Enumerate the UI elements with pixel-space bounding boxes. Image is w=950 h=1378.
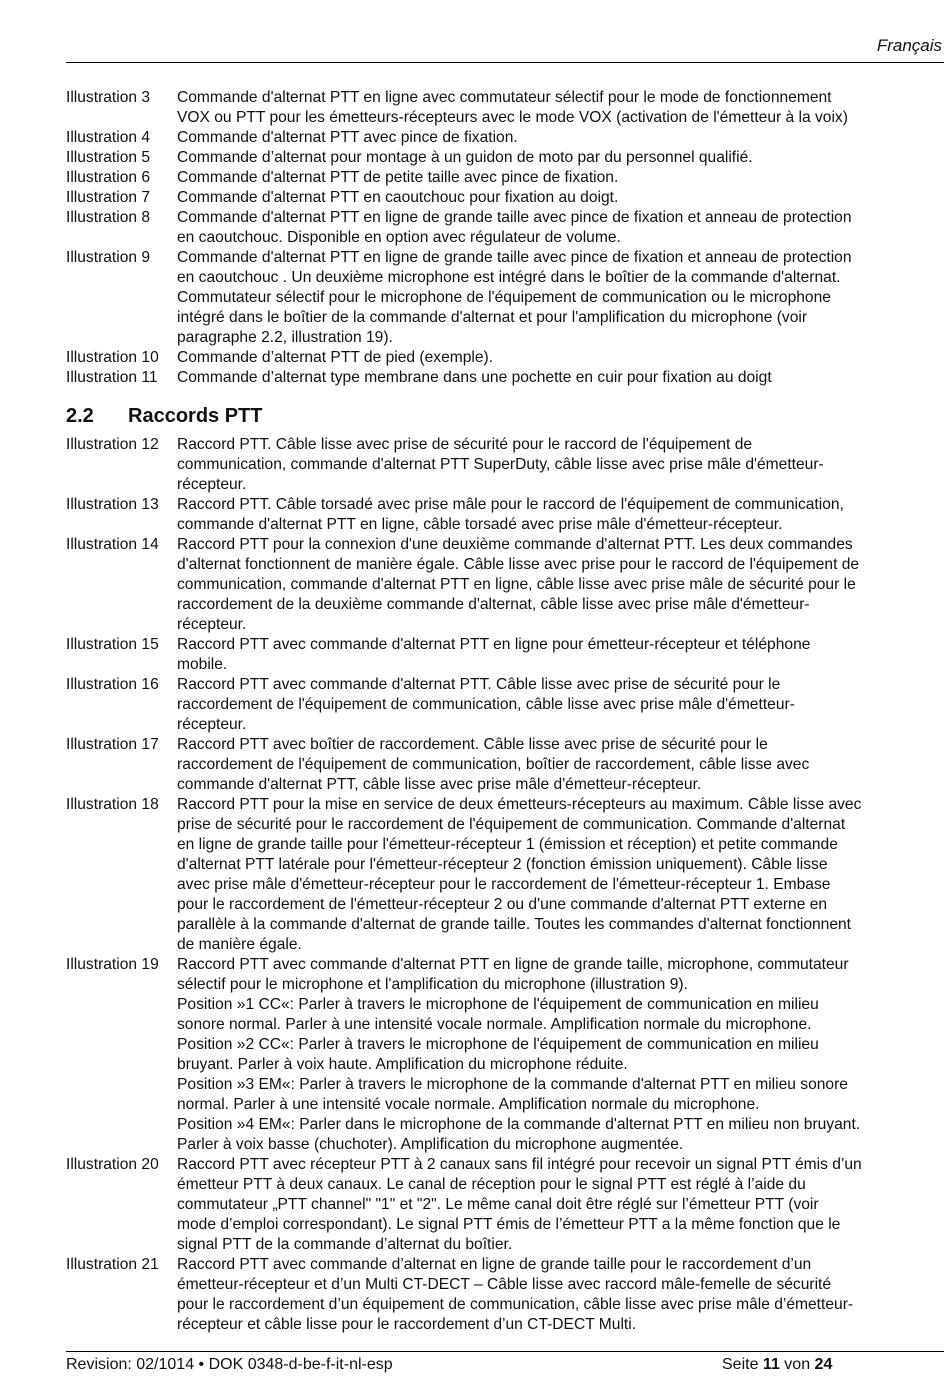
- illustration-description: Raccord PTT pour la connexion d'une deuxième commande d'alternat PTT. Les deux commandes d'alternat fonctionnent de manière égale. Câble lisse avec prise pour le raccord de l'équipement de communication, commande d'alternat PTT en ligne, câble lisse avec prise mâle de sécurité pour le raccordement de la deuxième commande d'alternat, câble lisse avec prise mâle d'émetteur- récepteur.: [177, 536, 860, 633]
- language-label: Français: [876, 36, 942, 55]
- illustration-description: Raccord PTT avec commande d’alternat en ligne de grande taille pour le raccordement d’un émetteur-récepteur et d’un Multi CT-DECT – Câble lisse avec raccord mâle-femelle de sécurité pour le raccordement d’un équipement de communication, câble lisse avec prise mâle d’émetteur- récepteur et câble lisse pour le raccordement d’un CT-DECT Multi.: [177, 1256, 854, 1333]
- illustration-entry: [66, 1155, 944, 1255]
- page-number: 11: [762, 1356, 780, 1373]
- illustration-list-bottom: [66, 435, 944, 1335]
- illustration-entry: [66, 348, 944, 368]
- section-heading: [66, 405, 262, 428]
- illustration-description: Commande d'alternat PTT en ligne de grande taille avec pince de fixation et anneau de protection en caoutchouc . Un deuxième microphone est intégré dans le boîtier de la commande d'alternat. Commutateur sélectif pour le microphone de l'équipement de communication ou le microphone intégré dans le boîtier de la commande d'alternat et pour l'amplification du microphone (voir paragraphe 2.2, illustration 19).: [177, 249, 852, 346]
- illustration-label: Illustration 15: [66, 636, 159, 653]
- page-word: Seite: [722, 1356, 759, 1373]
- illustration-description: Raccord PTT. Câble torsadé avec prise mâle pour le raccord de l'équipement de communication, commande d'alternat PTT en ligne, câble torsadé avec prise mâle d'émetteur-récepteur.: [177, 496, 844, 533]
- illustration-label: Illustration 18: [66, 796, 159, 813]
- illustration-description: Commande d'alternat PTT avec pince de fixation.: [177, 129, 518, 146]
- illustration-label: Illustration 3: [66, 89, 151, 106]
- illustration-description: Commande d'alternat PTT en ligne avec commutateur sélectif pour le mode de fonctionnement VOX ou PTT pour les émetteurs-récepteurs avec le mode VOX (activation de l'émetteur à la voix): [177, 89, 848, 126]
- illustration-description: Commande d'alternat PTT en ligne de grande taille avec pince de fixation et anneau de protection en caoutchouc. Disponible en option avec régulateur de volume.: [177, 209, 852, 246]
- page-of-word: von: [784, 1356, 811, 1373]
- illustration-list-top: [66, 88, 944, 388]
- illustration-description: Commande d’alternat type membrane dans une pochette en cuir pour fixation au doigt: [177, 369, 772, 386]
- illustration-label: Illustration 5: [66, 149, 151, 166]
- illustration-label: Illustration 13: [66, 496, 159, 513]
- illustration-label: Illustration 9: [66, 249, 151, 266]
- illustration-description: Raccord PTT avec commande d'alternat PTT. Câble lisse avec prise de sécurité pour le raccordement de l'équipement de communication, câble lisse avec prise mâle d'émetteur- récepteur.: [177, 676, 795, 733]
- revision-info: Revision: 02/1014 • DOK 0348-d-be-f-it-nl-esp: [66, 1356, 393, 1373]
- illustration-label: Illustration 4: [66, 129, 151, 146]
- illustration-entry: [66, 1255, 944, 1335]
- illustration-entry: [66, 955, 944, 1155]
- illustration-entry: [66, 735, 944, 795]
- header-rule: [66, 62, 944, 63]
- illustration-entry: [66, 535, 944, 635]
- illustration-label: Illustration 7: [66, 189, 151, 206]
- illustration-label: Illustration 11: [66, 369, 158, 386]
- illustration-label: Illustration 6: [66, 169, 151, 186]
- illustration-label: Illustration 12: [66, 436, 159, 453]
- illustration-entry: [66, 128, 944, 148]
- illustration-entry: [66, 248, 944, 348]
- illustration-label: Illustration 21: [66, 1256, 159, 1273]
- page-indicator: [722, 1356, 832, 1374]
- section-number: 2.2: [66, 405, 94, 427]
- illustration-label: Illustration 8: [66, 209, 151, 226]
- illustration-label: Illustration 10: [66, 349, 159, 366]
- illustration-entry: [66, 208, 944, 248]
- illustration-label: Illustration 20: [66, 1156, 159, 1173]
- illustration-entry: [66, 168, 944, 188]
- illustration-description: Raccord PTT avec récepteur PTT à 2 canaux sans fil intégré pour recevoir un signal PTT émis d’un émetteur PTT à deux canaux. Le canal de réception pour le signal PTT est réglé à l’aide du commutateur „PTT channel" "1" et "2". Le même canal doit être réglé sur l’émetteur PTT (voir mode d’emploi correspondant). Le signal PTT émis de l’émetteur PTT a la même fonction que le signal PTT de la commande d’alternat du boîtier.: [177, 1156, 862, 1253]
- illustration-entry: [66, 635, 944, 675]
- illustration-description: Raccord PTT avec boîtier de raccordement. Câble lisse avec prise de sécurité pour le raccordement de l'équipement de communication, boîtier de raccordement, câble lisse avec commande d'alternat PTT, câble lisse avec prise mâle d'émetteur-récepteur.: [177, 736, 810, 793]
- illustration-label: Illustration 19: [66, 956, 159, 973]
- page-total: 24: [814, 1356, 833, 1373]
- illustration-description: Raccord PTT. Câble lisse avec prise de sécurité pour le raccord de l'équipement de communication, commande d'alternat PTT SuperDuty, câble lisse avec prise mâle d'émetteur- récepteur.: [177, 436, 824, 493]
- illustration-description: Raccord PTT avec commande d'alternat PTT en ligne de grande taille, microphone, commutateur sélectif pour le microphone et l'amplification du microphone (illustration 9). Position »1 CC«: Parler à travers le microphone de l'équipement de communication en milieu sonore normal. Parler à une intensité vocale normale. Amplification normale du microphone. Position »2 CC«: Parler à travers le microphone de l'équipement de communication en milieu bruyant. Parler à voix haute. Amplification du microphone réduite. Position »3 EM«: Parler à travers le microphone de la commande d'alternat PTT en milieu sonore normal. Parler à une intensité vocale normale. Amplification normale du microphone. Position »4 EM«: Parler dans le microphone de la commande d'alternat PTT en milieu non bruyant. Parler à voix basse (chuchoter). Amplification du microphone augmentée.: [177, 956, 861, 1153]
- illustration-entry: [66, 88, 944, 128]
- illustration-label: Illustration 17: [66, 736, 159, 753]
- illustration-description: Commande d’alternat PTT de pied (exemple).: [177, 349, 494, 366]
- illustration-label: Illustration 14: [66, 536, 159, 553]
- illustration-entry: [66, 188, 944, 208]
- illustration-description: Raccord PTT pour la mise en service de deux émetteurs-récepteurs au maximum. Câble lisse avec prise de sécurité pour le raccordement de l'équipement de communication. Commande d'alternat en ligne de grande taille pour l'émetteur-récepteur 1 (émission et réception) et petite commande d'alternat PTT latérale pour l'émetteur-récepteur 2 (fonction émission uniquement). Câble lisse avec prise mâle d'émetteur-récepteur pour le raccordement de l'émetteur-récepteur 1. Embase pour le raccordement de l'émetteur-récepteur 2 ou d'une commande d'alternat PTT externe en parallèle à la commande d'alternat de grande taille. Toutes les commandes d'alternat fonctionnent de manière égale.: [177, 796, 862, 953]
- footer-rule: [66, 1351, 944, 1352]
- illustration-entry: [66, 675, 944, 735]
- illustration-entry: [66, 368, 944, 388]
- section-title: Raccords PTT: [128, 405, 263, 427]
- illustration-description: Commande d'alternat PTT de petite taille avec pince de fixation.: [177, 169, 619, 186]
- illustration-entry: [66, 495, 944, 535]
- illustration-entry: [66, 795, 944, 955]
- illustration-entry: [66, 435, 944, 495]
- illustration-label: Illustration 16: [66, 676, 159, 693]
- illustration-description: Raccord PTT avec commande d'alternat PTT en ligne pour émetteur-récepteur et téléphone mobile.: [177, 636, 811, 673]
- illustration-description: Commande d’alternat pour montage à un guidon de moto par du personnel qualifié.: [177, 149, 753, 166]
- illustration-description: Commande d'alternat PTT en caoutchouc pour fixation au doigt.: [177, 189, 619, 206]
- illustration-entry: [66, 148, 944, 168]
